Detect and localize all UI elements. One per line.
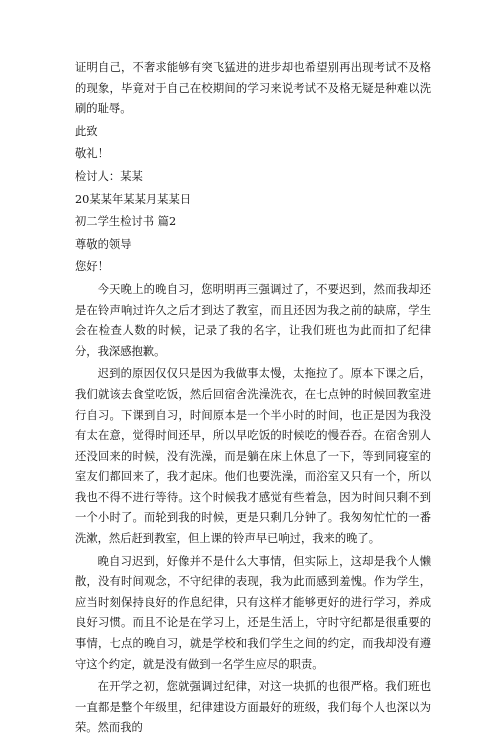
section-heading: 初二学生检讨书 篇2	[75, 215, 177, 229]
paragraph-reason: 迟到的原因仅仅只是因为我做事太慢，太拖拉了。原本下课之后，我们就该去食堂吃饭，然后回宿舍洗澡洗衣，在七点钟的时候回教室进行自习。下课到自习，时间原本是一个半小时的时间，也正是因为我没有太在意，觉得时间还早，所以早吃饭的时候吃的慢吞吞。在宿舍别人还没回来的时候，没有洗澡，而是躺在床上休息了一下，等到同寝室的室友们都回来了，我才起床。他们也要洗澡，而浴室又只有一个，所以我也不得不进行等待。这个时候我才感觉有些着急，因为时间只剩不到一个小时了。而轮到我的时候，更是只剩几分钟了。我匆匆忙忙的一番洗漱，然后赶到教室，但上课的铃声早已响过，我来的晚了。	[75, 367, 431, 546]
salutation-ci-zhi: 此致	[75, 124, 98, 138]
salutation-jing-li: 敬礼！	[75, 147, 109, 161]
paragraph-discipline: 在开学之初，您就强调过纪律，对这一块抓的也很严格。我们班也一直都是整个年级里，纪律建设方面最好的班级，我们每个人也深以为荣。然而我的	[75, 680, 431, 735]
document-body	[75, 58, 431, 739]
recipient-line: 尊敬的领导	[75, 237, 132, 251]
signature-date: 20某某年某某月某某日	[75, 192, 192, 206]
paragraph-intro: 今天晚上的晚自习，您明明再三强调过了，不要迟到，然而我却还是在铃声响过许久之后才到达了教室，而且还因为我之前的缺席，学生会在检查人数的时候，记录了我的名字，让我们班也为此而扣了纪律分，我深感抱歉。	[75, 282, 431, 358]
signature-author: 检讨人：某某	[75, 169, 143, 183]
greeting-line: 您好！	[75, 260, 109, 274]
paragraph-reflection: 晚自习迟到，好像并不是什么大事情，但实际上，这却是我个人懒散，没有时间观念，不守纪律的表现，我为此而感到羞愧。作为学生，应当时刻保持良好的作息纪律，只有这样才能够更好的进行学习，养成良好习惯。而且不论是在学习上，还是生活上，守时守纪都是很重要的事情，七点的晚自习，就是学校和我们学生之间的约定，而我却没有遵守这个约定，就是没有做到一名学生应尽的职责。	[75, 554, 431, 671]
paragraph-closing-text: 证明自己，不奢求能够有突飞猛进的进步却也希望别再出现考试不及格的现象，毕竟对于自己在校期间的学习来说考试不及格无疑是种难以洗刷的耻辱。	[75, 61, 431, 116]
